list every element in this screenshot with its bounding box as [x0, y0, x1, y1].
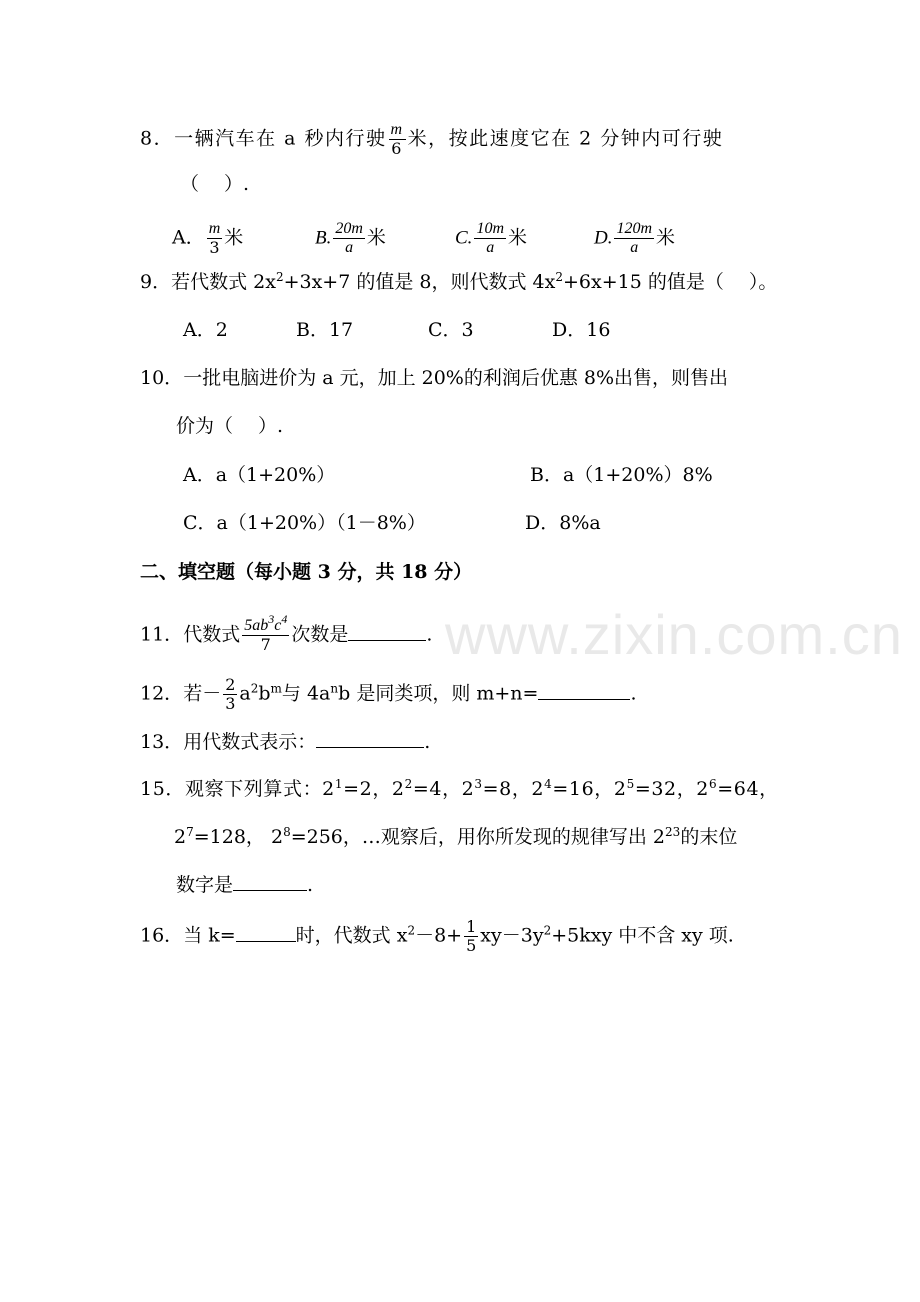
question-text: 米，按此速度它在 2 分钟内可行驶	[407, 127, 724, 150]
question-15-line3: 数字是 .	[176, 874, 314, 896]
option-a: A．2	[183, 319, 228, 341]
fraction: $\frac{5ab^3c^4}{7}$	[244, 612, 288, 654]
question-15-line2: $2^7=128$， $2^8=256$，…观察后，用你所发现的规律写出 $2^{23}$的末位	[174, 825, 738, 848]
answer-blank[interactable]	[233, 872, 307, 891]
option-a: A． $\frac{m}{3}$ 米	[172, 220, 244, 257]
question-text: 一辆汽车在 a 秒内行驶	[174, 127, 387, 150]
answer-bracket: （ ）.	[180, 173, 250, 195]
fraction: $\frac{1}{5}$	[466, 917, 477, 955]
question-15: 15．观察下列算式：$2^1=2$，$2^2=4$，$2^3=8$，$2^4=16$，$2^5=32$，$2^6=64$，	[140, 777, 779, 800]
option-c: C. $\frac{10m}{a}$ 米	[455, 220, 528, 256]
option-d: D. $\frac{120m}{a}$ 米	[594, 220, 676, 256]
question-10-line2: 价为（ ）.	[176, 415, 284, 437]
answer-blank[interactable]	[538, 681, 630, 700]
option-b: B．17	[296, 319, 354, 341]
question-10: 10．一批电脑进价为 a 元，加上 20%的利润后优惠 8%出售，则售出	[140, 367, 729, 389]
option-c: C．3	[428, 319, 474, 341]
answer-blank[interactable]	[236, 923, 296, 942]
answer-blank[interactable]	[348, 622, 426, 641]
question-16: 16．当 k= 时，代数式 $x^2-8+$ $\frac{1}{5}$ $xy-3y^2+5kxy$ 中不含 xy 项.	[140, 917, 734, 955]
option-c: C．a（1+20%）（1－8%）	[183, 512, 426, 534]
option-b: B. $\frac{20m}{a}$ 米	[315, 220, 386, 256]
option-b: B．a（1+20%）8%	[530, 464, 713, 486]
question-number: 8．	[140, 127, 175, 150]
section-title: 二、填空题（每小题 3 分，共 18 分）	[140, 561, 473, 583]
question-8	[140, 121, 723, 158]
option-a: A．a（1+20%）	[183, 464, 336, 486]
option-d: D．16	[552, 319, 611, 341]
watermark: www.zixin.com.cn	[445, 603, 903, 666]
question-12: 12．若－ $\frac{2}{3}$ $a^2b^m$与 $4a^nb$ 是同类项，则 m+n= .	[140, 675, 637, 713]
question-11: 11．代数式 $\frac{5ab^3c^4}{7}$ 次数是 .	[140, 612, 433, 654]
question-13: 13．用代数式表示： .	[140, 731, 431, 753]
answer-blank[interactable]	[316, 729, 424, 748]
fraction: $\frac{2}{3}$	[225, 675, 236, 713]
question-9: 9．若代数式 $2x^2+3x+7$ 的值是 8，则代数式 $4x^2+6x+15$ 的值是（ ）。	[140, 270, 778, 293]
option-d: D．8%a	[525, 512, 601, 534]
fraction: $\frac{m}{6}$	[390, 121, 404, 158]
